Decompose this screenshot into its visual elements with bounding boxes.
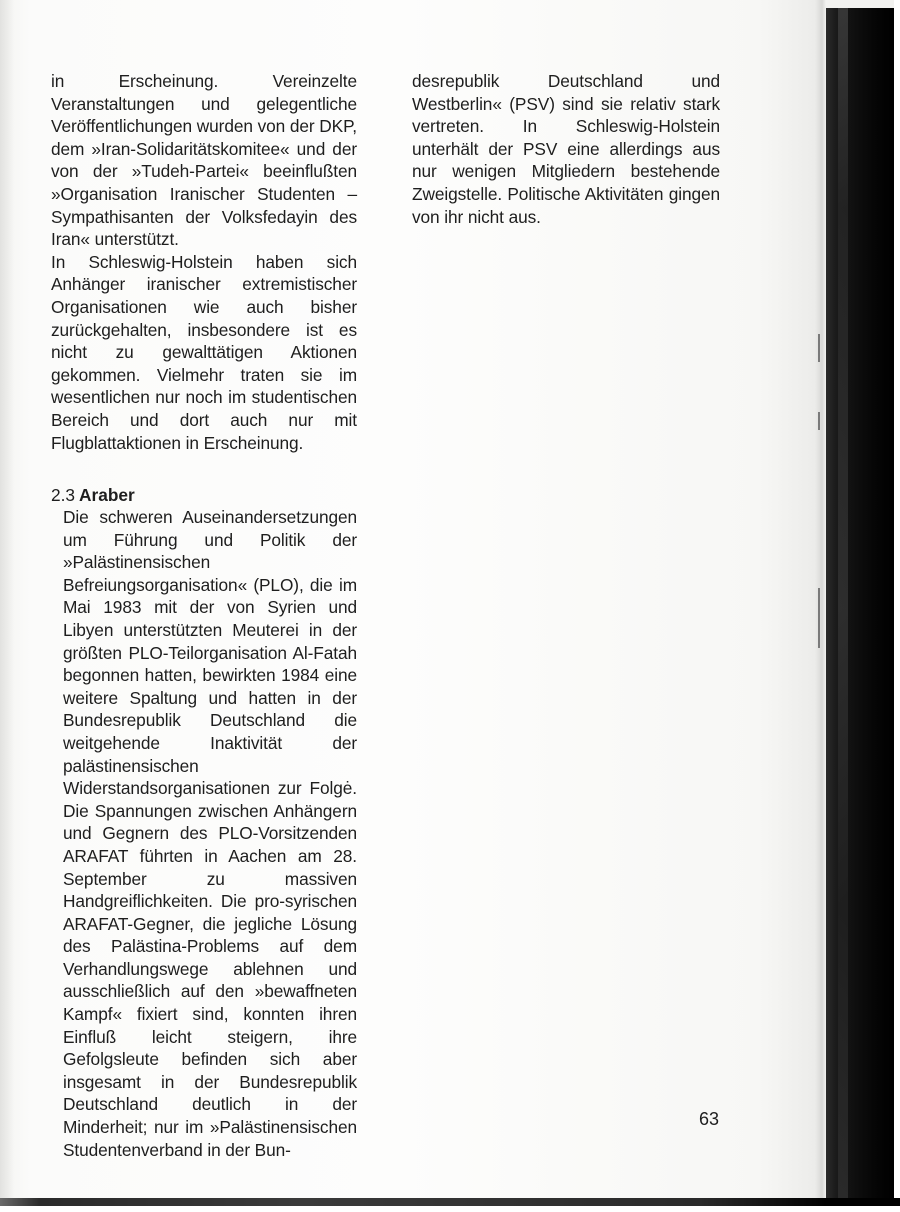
book-binding-strip: [838, 8, 848, 1198]
left-column-bottom: [51, 506, 357, 1161]
scan-margin-right: [894, 0, 900, 1212]
paragraph-araber: Die schweren Auseinandersetzungen um Führung und Politik der »Palästinensischen Befreiungsorganisation« (PLO), die im Mai 1983 mit der von Syrien und Libyen unterstützten Meuterei in der größten PLO-Teilorganisation Al-Fatah begonnen hatten, bewirkten 1984 eine weitere Spaltung und hatten in der Bundesrepublik Deutschland die weitgehende Inaktivität der palästinensischen Widerstandsorganisationen zur Folgė. Die Spannungen zwischen Anhängern und Gegnern des PLO-Vorsitzenden ARAFAT führten in Aachen am 28. September zu massiven Handgreiflichkeiten. Die pro-syrischen ARAFAT-Gegner, die jegliche Lösung des Palästina-Problems auf dem Verhandlungswege ablehnen und ausschließlich auf den »bewaffneten Kampf« fixiert sind, konnten ihren Einfluß leicht steigern, ihre Gefolgsleute befinden sich aber insgesamt in der Bundesrepublik Deutschland deutlich in der Minderheit; nur im »Palästinensischen Studentenverband in der Bun-: [63, 507, 357, 1160]
paragraph-psv: desrepublik Deutschland und Westberlin« (PSV) sind sie relativ stark vertreten. In Schleswig-Holstein unterhält der PSV eine allerdings aus nur wenigen Mitgliedern bestehende Zweigstelle. Politische Aktivitäten gingen von ihr nicht aus.: [412, 71, 720, 227]
page-number: 63: [699, 1109, 720, 1129]
paragraph-iran-events: in Erscheinung. Vereinzelte Veranstaltungen und gelegentliche Veröffentlichungen wurden von der DKP, dem »Iran-Solidaritätskomitee« und der von der »Tudeh-Partei« beeinflußten »Organisation Iranischer Studenten – Sympathisanten der Volksfedayin des Iran« unterstützt.: [51, 71, 357, 250]
paragraph-schleswig-holstein-iran: In Schleswig-Holstein haben sich Anhänger iranischer extremistischer Organisationen wie auch bisher zurückgehalten, insbesondere ist es nicht zu gewalttätigen Aktionen gekommen. Vielmehr traten sie im wesentlichen nur noch im studentischen Bereich und dort auch nur mit Flugblattaktionen in Erscheinung.: [51, 251, 357, 453]
gutter-mark: [818, 334, 820, 362]
scan-margin-bottom: [0, 1206, 900, 1212]
book-binding-edge: [826, 8, 894, 1198]
page-left-edge-shadow: [0, 0, 14, 1212]
section-number: 2.3: [51, 485, 76, 505]
left-column-top: [51, 70, 357, 454]
gutter-mark: [818, 412, 820, 430]
section-title: Araber: [79, 485, 135, 505]
section-heading: [51, 484, 135, 506]
right-column-top: [412, 70, 720, 228]
gutter-mark: [818, 588, 820, 648]
